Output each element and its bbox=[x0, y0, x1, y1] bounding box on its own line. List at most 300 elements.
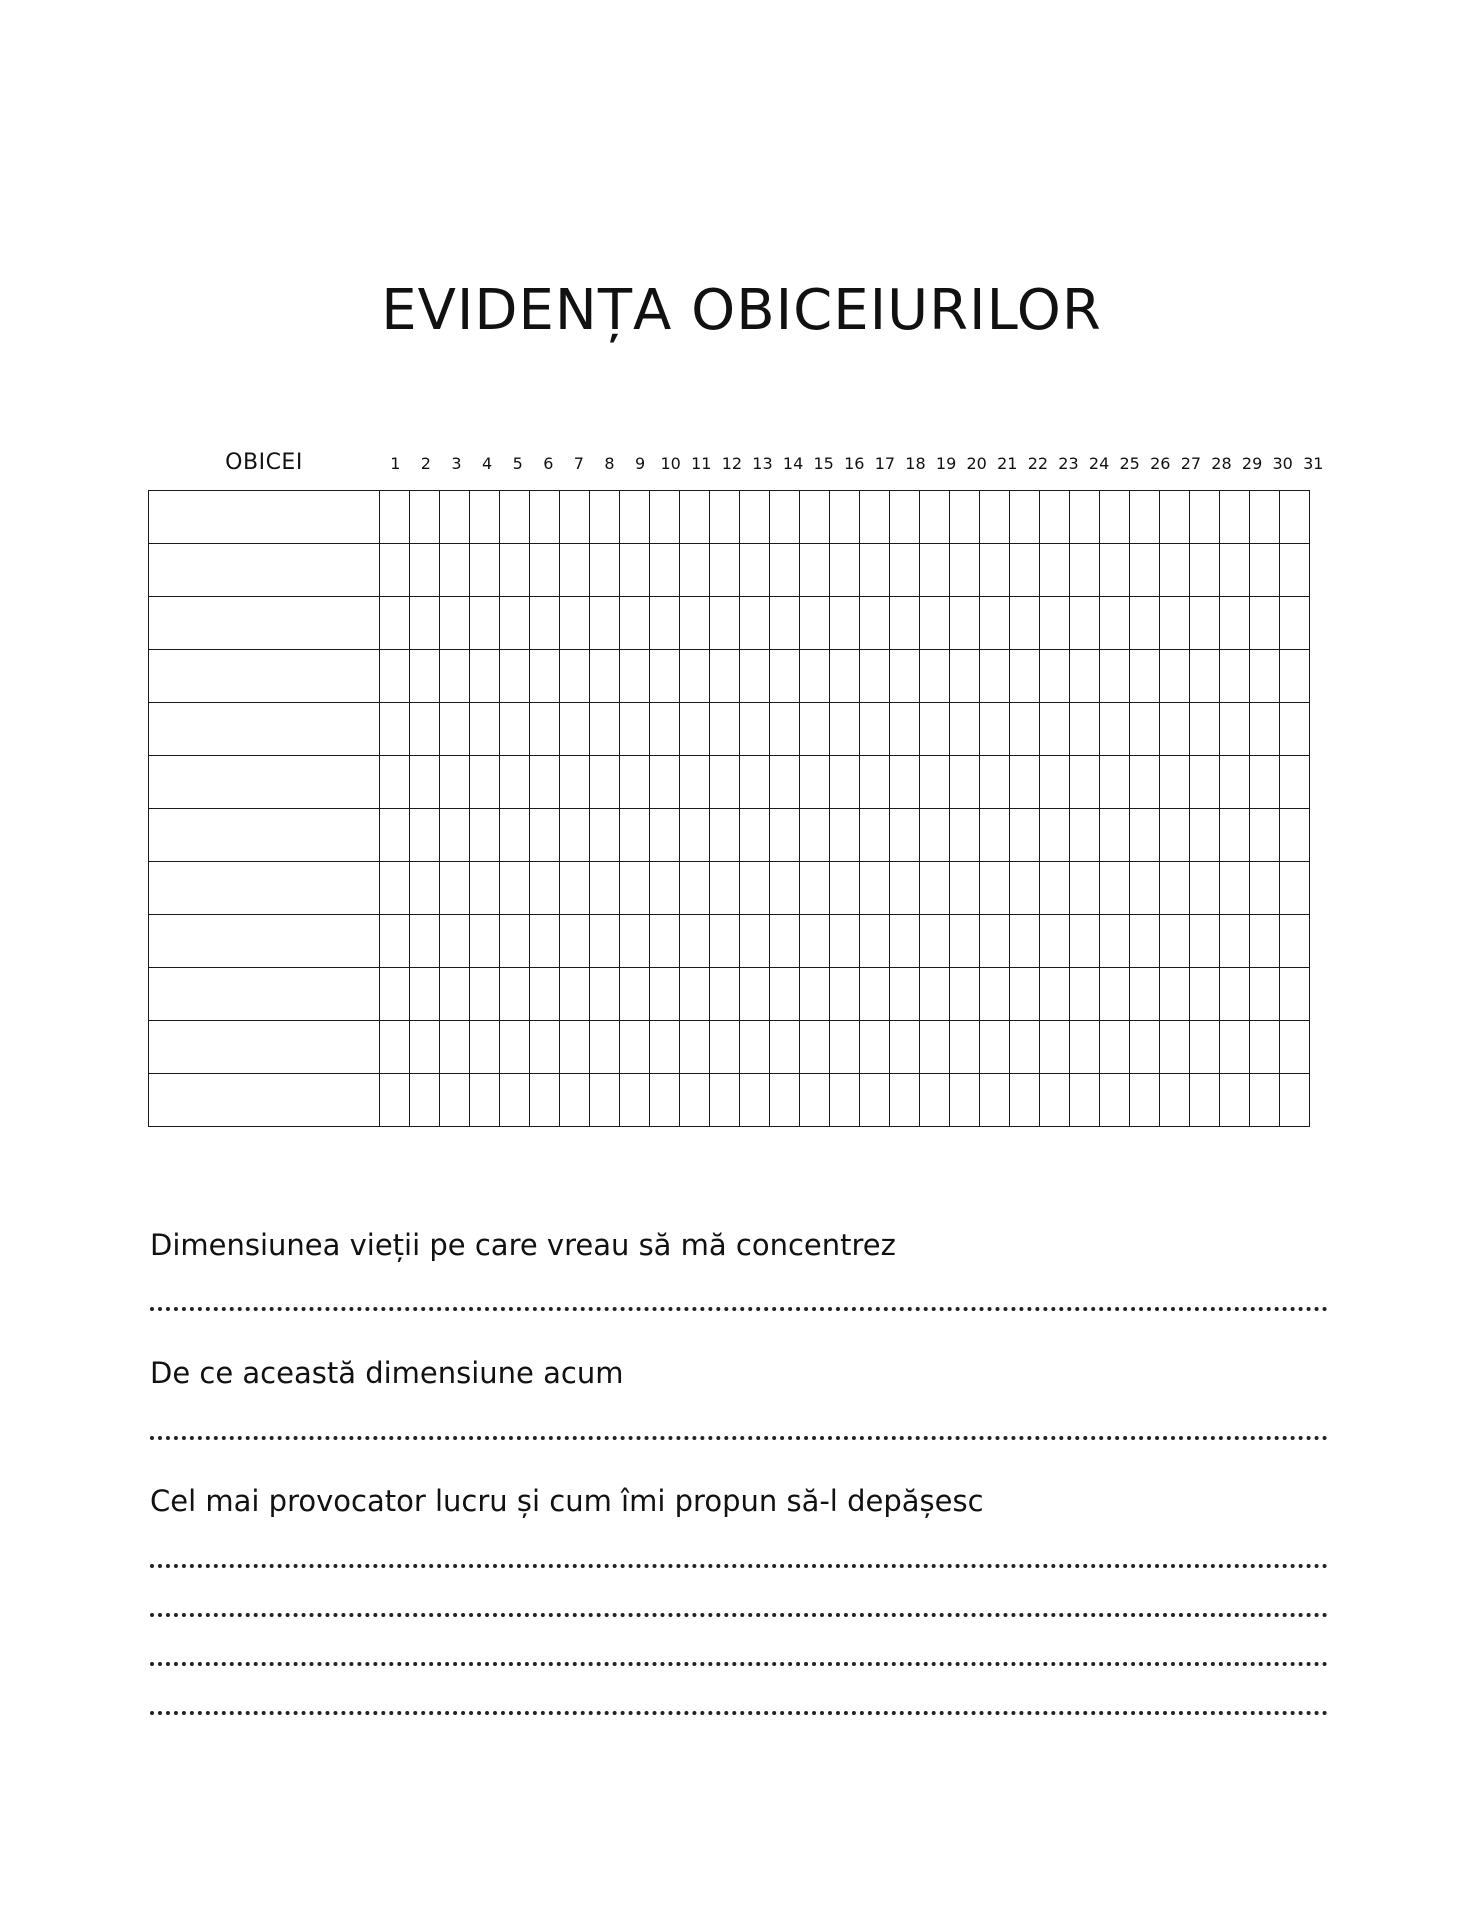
day-checkbox-cell[interactable] bbox=[980, 915, 1010, 968]
day-checkbox-cell[interactable] bbox=[1040, 491, 1070, 544]
day-checkbox-cell[interactable] bbox=[830, 1021, 860, 1074]
day-checkbox-cell[interactable] bbox=[710, 1021, 740, 1074]
day-checkbox-cell[interactable] bbox=[740, 544, 770, 597]
day-checkbox-cell[interactable] bbox=[1130, 862, 1160, 915]
day-checkbox-cell[interactable] bbox=[1280, 968, 1310, 1021]
day-checkbox-cell[interactable] bbox=[1220, 756, 1250, 809]
day-checkbox-cell[interactable] bbox=[1280, 1074, 1310, 1127]
day-checkbox-cell[interactable] bbox=[650, 1074, 680, 1127]
day-checkbox-cell[interactable] bbox=[980, 544, 1010, 597]
day-checkbox-cell[interactable] bbox=[470, 809, 500, 862]
day-checkbox-cell[interactable] bbox=[920, 756, 950, 809]
day-checkbox-cell[interactable] bbox=[500, 491, 530, 544]
day-checkbox-cell[interactable] bbox=[410, 1074, 440, 1127]
answer-line[interactable] bbox=[150, 1436, 1328, 1440]
day-checkbox-cell[interactable] bbox=[380, 544, 410, 597]
day-checkbox-cell[interactable] bbox=[470, 703, 500, 756]
day-checkbox-cell[interactable] bbox=[1070, 703, 1100, 756]
day-checkbox-cell[interactable] bbox=[740, 703, 770, 756]
day-checkbox-cell[interactable] bbox=[1130, 650, 1160, 703]
day-checkbox-cell[interactable] bbox=[800, 650, 830, 703]
day-checkbox-cell[interactable] bbox=[560, 544, 590, 597]
day-checkbox-cell[interactable] bbox=[440, 597, 470, 650]
day-checkbox-cell[interactable] bbox=[1250, 703, 1280, 756]
day-checkbox-cell[interactable] bbox=[470, 968, 500, 1021]
day-checkbox-cell[interactable] bbox=[410, 650, 440, 703]
day-checkbox-cell[interactable] bbox=[890, 544, 920, 597]
day-checkbox-cell[interactable] bbox=[530, 809, 560, 862]
day-checkbox-cell[interactable] bbox=[560, 491, 590, 544]
day-checkbox-cell[interactable] bbox=[710, 968, 740, 1021]
day-checkbox-cell[interactable] bbox=[1160, 544, 1190, 597]
day-checkbox-cell[interactable] bbox=[470, 650, 500, 703]
day-checkbox-cell[interactable] bbox=[920, 491, 950, 544]
day-checkbox-cell[interactable] bbox=[830, 544, 860, 597]
day-checkbox-cell[interactable] bbox=[680, 1021, 710, 1074]
day-checkbox-cell[interactable] bbox=[1220, 544, 1250, 597]
day-checkbox-cell[interactable] bbox=[440, 915, 470, 968]
day-checkbox-cell[interactable] bbox=[1250, 1021, 1280, 1074]
day-checkbox-cell[interactable] bbox=[860, 756, 890, 809]
day-checkbox-cell[interactable] bbox=[500, 650, 530, 703]
day-checkbox-cell[interactable] bbox=[620, 1021, 650, 1074]
day-checkbox-cell[interactable] bbox=[830, 862, 860, 915]
day-checkbox-cell[interactable] bbox=[1250, 597, 1280, 650]
habit-name-cell[interactable] bbox=[149, 756, 380, 809]
day-checkbox-cell[interactable] bbox=[1010, 544, 1040, 597]
day-checkbox-cell[interactable] bbox=[1250, 756, 1280, 809]
day-checkbox-cell[interactable] bbox=[1010, 1021, 1040, 1074]
day-checkbox-cell[interactable] bbox=[770, 703, 800, 756]
day-checkbox-cell[interactable] bbox=[1160, 703, 1190, 756]
habit-name-cell[interactable] bbox=[149, 650, 380, 703]
day-checkbox-cell[interactable] bbox=[950, 491, 980, 544]
day-checkbox-cell[interactable] bbox=[1280, 915, 1310, 968]
day-checkbox-cell[interactable] bbox=[1040, 650, 1070, 703]
day-checkbox-cell[interactable] bbox=[620, 491, 650, 544]
day-checkbox-cell[interactable] bbox=[1250, 650, 1280, 703]
habit-name-cell[interactable] bbox=[149, 703, 380, 756]
day-checkbox-cell[interactable] bbox=[470, 915, 500, 968]
day-checkbox-cell[interactable] bbox=[1250, 491, 1280, 544]
day-checkbox-cell[interactable] bbox=[860, 544, 890, 597]
day-checkbox-cell[interactable] bbox=[500, 1074, 530, 1127]
day-checkbox-cell[interactable] bbox=[440, 809, 470, 862]
day-checkbox-cell[interactable] bbox=[1220, 597, 1250, 650]
day-checkbox-cell[interactable] bbox=[1040, 968, 1070, 1021]
day-checkbox-cell[interactable] bbox=[1130, 544, 1160, 597]
day-checkbox-cell[interactable] bbox=[440, 650, 470, 703]
day-checkbox-cell[interactable] bbox=[470, 1074, 500, 1127]
answer-line[interactable] bbox=[150, 1613, 1328, 1617]
day-checkbox-cell[interactable] bbox=[410, 491, 440, 544]
habit-name-cell[interactable] bbox=[149, 809, 380, 862]
day-checkbox-cell[interactable] bbox=[620, 650, 650, 703]
day-checkbox-cell[interactable] bbox=[830, 968, 860, 1021]
day-checkbox-cell[interactable] bbox=[800, 968, 830, 1021]
day-checkbox-cell[interactable] bbox=[1280, 650, 1310, 703]
day-checkbox-cell[interactable] bbox=[740, 809, 770, 862]
day-checkbox-cell[interactable] bbox=[890, 703, 920, 756]
day-checkbox-cell[interactable] bbox=[860, 809, 890, 862]
day-checkbox-cell[interactable] bbox=[980, 862, 1010, 915]
day-checkbox-cell[interactable] bbox=[770, 650, 800, 703]
day-checkbox-cell[interactable] bbox=[470, 597, 500, 650]
day-checkbox-cell[interactable] bbox=[1220, 968, 1250, 1021]
day-checkbox-cell[interactable] bbox=[800, 756, 830, 809]
day-checkbox-cell[interactable] bbox=[500, 1021, 530, 1074]
day-checkbox-cell[interactable] bbox=[1250, 1074, 1280, 1127]
day-checkbox-cell[interactable] bbox=[470, 1021, 500, 1074]
day-checkbox-cell[interactable] bbox=[1010, 809, 1040, 862]
day-checkbox-cell[interactable] bbox=[1250, 809, 1280, 862]
day-checkbox-cell[interactable] bbox=[1190, 915, 1220, 968]
day-checkbox-cell[interactable] bbox=[830, 1074, 860, 1127]
day-checkbox-cell[interactable] bbox=[560, 597, 590, 650]
day-checkbox-cell[interactable] bbox=[830, 809, 860, 862]
day-checkbox-cell[interactable] bbox=[770, 968, 800, 1021]
day-checkbox-cell[interactable] bbox=[1070, 1074, 1100, 1127]
day-checkbox-cell[interactable] bbox=[410, 597, 440, 650]
day-checkbox-cell[interactable] bbox=[410, 915, 440, 968]
day-checkbox-cell[interactable] bbox=[890, 809, 920, 862]
day-checkbox-cell[interactable] bbox=[1100, 968, 1130, 1021]
day-checkbox-cell[interactable] bbox=[860, 862, 890, 915]
day-checkbox-cell[interactable] bbox=[710, 862, 740, 915]
day-checkbox-cell[interactable] bbox=[1040, 809, 1070, 862]
day-checkbox-cell[interactable] bbox=[710, 650, 740, 703]
day-checkbox-cell[interactable] bbox=[980, 491, 1010, 544]
day-checkbox-cell[interactable] bbox=[800, 544, 830, 597]
day-checkbox-cell[interactable] bbox=[1190, 968, 1220, 1021]
day-checkbox-cell[interactable] bbox=[1040, 862, 1070, 915]
day-checkbox-cell[interactable] bbox=[1280, 703, 1310, 756]
day-checkbox-cell[interactable] bbox=[890, 862, 920, 915]
day-checkbox-cell[interactable] bbox=[650, 544, 680, 597]
day-checkbox-cell[interactable] bbox=[800, 915, 830, 968]
day-checkbox-cell[interactable] bbox=[890, 597, 920, 650]
day-checkbox-cell[interactable] bbox=[680, 597, 710, 650]
day-checkbox-cell[interactable] bbox=[740, 491, 770, 544]
day-checkbox-cell[interactable] bbox=[920, 544, 950, 597]
day-checkbox-cell[interactable] bbox=[860, 650, 890, 703]
day-checkbox-cell[interactable] bbox=[890, 650, 920, 703]
day-checkbox-cell[interactable] bbox=[1220, 862, 1250, 915]
day-checkbox-cell[interactable] bbox=[980, 1021, 1010, 1074]
habit-name-cell[interactable] bbox=[149, 1021, 380, 1074]
day-checkbox-cell[interactable] bbox=[1040, 1021, 1070, 1074]
day-checkbox-cell[interactable] bbox=[1130, 968, 1160, 1021]
day-checkbox-cell[interactable] bbox=[560, 968, 590, 1021]
day-checkbox-cell[interactable] bbox=[1010, 650, 1040, 703]
day-checkbox-cell[interactable] bbox=[380, 756, 410, 809]
habit-name-cell[interactable] bbox=[149, 968, 380, 1021]
day-checkbox-cell[interactable] bbox=[590, 491, 620, 544]
day-checkbox-cell[interactable] bbox=[680, 491, 710, 544]
day-checkbox-cell[interactable] bbox=[890, 1021, 920, 1074]
day-checkbox-cell[interactable] bbox=[740, 1021, 770, 1074]
day-checkbox-cell[interactable] bbox=[920, 862, 950, 915]
day-checkbox-cell[interactable] bbox=[980, 703, 1010, 756]
day-checkbox-cell[interactable] bbox=[920, 597, 950, 650]
day-checkbox-cell[interactable] bbox=[800, 809, 830, 862]
day-checkbox-cell[interactable] bbox=[890, 756, 920, 809]
day-checkbox-cell[interactable] bbox=[410, 809, 440, 862]
day-checkbox-cell[interactable] bbox=[620, 915, 650, 968]
day-checkbox-cell[interactable] bbox=[380, 915, 410, 968]
day-checkbox-cell[interactable] bbox=[920, 1021, 950, 1074]
day-checkbox-cell[interactable] bbox=[740, 915, 770, 968]
day-checkbox-cell[interactable] bbox=[1220, 703, 1250, 756]
day-checkbox-cell[interactable] bbox=[560, 809, 590, 862]
day-checkbox-cell[interactable] bbox=[770, 1074, 800, 1127]
day-checkbox-cell[interactable] bbox=[890, 915, 920, 968]
day-checkbox-cell[interactable] bbox=[1070, 597, 1100, 650]
day-checkbox-cell[interactable] bbox=[1190, 650, 1220, 703]
day-checkbox-cell[interactable] bbox=[830, 915, 860, 968]
day-checkbox-cell[interactable] bbox=[710, 544, 740, 597]
day-checkbox-cell[interactable] bbox=[1160, 809, 1190, 862]
day-checkbox-cell[interactable] bbox=[620, 597, 650, 650]
day-checkbox-cell[interactable] bbox=[680, 862, 710, 915]
day-checkbox-cell[interactable] bbox=[440, 968, 470, 1021]
day-checkbox-cell[interactable] bbox=[1160, 597, 1190, 650]
day-checkbox-cell[interactable] bbox=[1070, 968, 1100, 1021]
day-checkbox-cell[interactable] bbox=[950, 597, 980, 650]
day-checkbox-cell[interactable] bbox=[500, 862, 530, 915]
day-checkbox-cell[interactable] bbox=[980, 968, 1010, 1021]
day-checkbox-cell[interactable] bbox=[830, 756, 860, 809]
day-checkbox-cell[interactable] bbox=[980, 756, 1010, 809]
day-checkbox-cell[interactable] bbox=[440, 1021, 470, 1074]
day-checkbox-cell[interactable] bbox=[530, 1021, 560, 1074]
day-checkbox-cell[interactable] bbox=[440, 756, 470, 809]
day-checkbox-cell[interactable] bbox=[830, 703, 860, 756]
day-checkbox-cell[interactable] bbox=[710, 597, 740, 650]
day-checkbox-cell[interactable] bbox=[710, 491, 740, 544]
day-checkbox-cell[interactable] bbox=[860, 968, 890, 1021]
day-checkbox-cell[interactable] bbox=[1190, 809, 1220, 862]
day-checkbox-cell[interactable] bbox=[650, 491, 680, 544]
day-checkbox-cell[interactable] bbox=[1190, 491, 1220, 544]
day-checkbox-cell[interactable] bbox=[500, 597, 530, 650]
answer-line[interactable] bbox=[150, 1307, 1328, 1311]
day-checkbox-cell[interactable] bbox=[1040, 756, 1070, 809]
day-checkbox-cell[interactable] bbox=[1280, 491, 1310, 544]
day-checkbox-cell[interactable] bbox=[650, 862, 680, 915]
day-checkbox-cell[interactable] bbox=[380, 968, 410, 1021]
day-checkbox-cell[interactable] bbox=[380, 650, 410, 703]
day-checkbox-cell[interactable] bbox=[770, 544, 800, 597]
day-checkbox-cell[interactable] bbox=[590, 915, 620, 968]
day-checkbox-cell[interactable] bbox=[860, 703, 890, 756]
habit-name-cell[interactable] bbox=[149, 915, 380, 968]
day-checkbox-cell[interactable] bbox=[680, 544, 710, 597]
day-checkbox-cell[interactable] bbox=[590, 703, 620, 756]
day-checkbox-cell[interactable] bbox=[620, 544, 650, 597]
day-checkbox-cell[interactable] bbox=[710, 1074, 740, 1127]
day-checkbox-cell[interactable] bbox=[770, 597, 800, 650]
habit-name-cell[interactable] bbox=[149, 544, 380, 597]
day-checkbox-cell[interactable] bbox=[560, 1021, 590, 1074]
habit-name-cell[interactable] bbox=[149, 862, 380, 915]
day-checkbox-cell[interactable] bbox=[650, 597, 680, 650]
day-checkbox-cell[interactable] bbox=[1280, 1021, 1310, 1074]
day-checkbox-cell[interactable] bbox=[620, 756, 650, 809]
day-checkbox-cell[interactable] bbox=[950, 968, 980, 1021]
day-checkbox-cell[interactable] bbox=[380, 862, 410, 915]
day-checkbox-cell[interactable] bbox=[1130, 703, 1160, 756]
day-checkbox-cell[interactable] bbox=[1100, 1074, 1130, 1127]
day-checkbox-cell[interactable] bbox=[560, 1074, 590, 1127]
day-checkbox-cell[interactable] bbox=[1220, 1074, 1250, 1127]
day-checkbox-cell[interactable] bbox=[440, 491, 470, 544]
day-checkbox-cell[interactable] bbox=[1130, 915, 1160, 968]
day-checkbox-cell[interactable] bbox=[470, 756, 500, 809]
day-checkbox-cell[interactable] bbox=[1190, 862, 1220, 915]
day-checkbox-cell[interactable] bbox=[1280, 756, 1310, 809]
day-checkbox-cell[interactable] bbox=[1040, 597, 1070, 650]
day-checkbox-cell[interactable] bbox=[950, 650, 980, 703]
day-checkbox-cell[interactable] bbox=[1100, 650, 1130, 703]
day-checkbox-cell[interactable] bbox=[770, 1021, 800, 1074]
day-checkbox-cell[interactable] bbox=[950, 544, 980, 597]
day-checkbox-cell[interactable] bbox=[1130, 597, 1160, 650]
day-checkbox-cell[interactable] bbox=[530, 703, 560, 756]
day-checkbox-cell[interactable] bbox=[1040, 915, 1070, 968]
day-checkbox-cell[interactable] bbox=[620, 703, 650, 756]
day-checkbox-cell[interactable] bbox=[1100, 1021, 1130, 1074]
day-checkbox-cell[interactable] bbox=[800, 862, 830, 915]
day-checkbox-cell[interactable] bbox=[980, 809, 1010, 862]
day-checkbox-cell[interactable] bbox=[530, 915, 560, 968]
day-checkbox-cell[interactable] bbox=[500, 756, 530, 809]
day-checkbox-cell[interactable] bbox=[680, 756, 710, 809]
day-checkbox-cell[interactable] bbox=[590, 544, 620, 597]
day-checkbox-cell[interactable] bbox=[950, 809, 980, 862]
day-checkbox-cell[interactable] bbox=[530, 544, 560, 597]
day-checkbox-cell[interactable] bbox=[800, 597, 830, 650]
day-checkbox-cell[interactable] bbox=[920, 809, 950, 862]
day-checkbox-cell[interactable] bbox=[500, 809, 530, 862]
day-checkbox-cell[interactable] bbox=[800, 703, 830, 756]
day-checkbox-cell[interactable] bbox=[800, 491, 830, 544]
day-checkbox-cell[interactable] bbox=[530, 1074, 560, 1127]
answer-line[interactable] bbox=[150, 1662, 1328, 1666]
day-checkbox-cell[interactable] bbox=[800, 1074, 830, 1127]
habit-name-cell[interactable] bbox=[149, 1074, 380, 1127]
day-checkbox-cell[interactable] bbox=[950, 756, 980, 809]
day-checkbox-cell[interactable] bbox=[1040, 1074, 1070, 1127]
day-checkbox-cell[interactable] bbox=[1100, 597, 1130, 650]
day-checkbox-cell[interactable] bbox=[950, 1021, 980, 1074]
day-checkbox-cell[interactable] bbox=[1220, 491, 1250, 544]
day-checkbox-cell[interactable] bbox=[740, 1074, 770, 1127]
day-checkbox-cell[interactable] bbox=[1220, 1021, 1250, 1074]
day-checkbox-cell[interactable] bbox=[860, 1074, 890, 1127]
day-checkbox-cell[interactable] bbox=[590, 756, 620, 809]
day-checkbox-cell[interactable] bbox=[1070, 915, 1100, 968]
day-checkbox-cell[interactable] bbox=[560, 756, 590, 809]
day-checkbox-cell[interactable] bbox=[530, 968, 560, 1021]
day-checkbox-cell[interactable] bbox=[620, 968, 650, 1021]
day-checkbox-cell[interactable] bbox=[1280, 544, 1310, 597]
day-checkbox-cell[interactable] bbox=[1160, 491, 1190, 544]
day-checkbox-cell[interactable] bbox=[1100, 862, 1130, 915]
day-checkbox-cell[interactable] bbox=[770, 862, 800, 915]
day-checkbox-cell[interactable] bbox=[1190, 703, 1220, 756]
day-checkbox-cell[interactable] bbox=[470, 862, 500, 915]
day-checkbox-cell[interactable] bbox=[530, 650, 560, 703]
day-checkbox-cell[interactable] bbox=[1250, 968, 1280, 1021]
day-checkbox-cell[interactable] bbox=[770, 491, 800, 544]
day-checkbox-cell[interactable] bbox=[1160, 1021, 1190, 1074]
day-checkbox-cell[interactable] bbox=[860, 1021, 890, 1074]
day-checkbox-cell[interactable] bbox=[980, 1074, 1010, 1127]
day-checkbox-cell[interactable] bbox=[1010, 915, 1040, 968]
day-checkbox-cell[interactable] bbox=[1220, 650, 1250, 703]
day-checkbox-cell[interactable] bbox=[950, 915, 980, 968]
day-checkbox-cell[interactable] bbox=[1190, 756, 1220, 809]
day-checkbox-cell[interactable] bbox=[650, 650, 680, 703]
day-checkbox-cell[interactable] bbox=[410, 862, 440, 915]
day-checkbox-cell[interactable] bbox=[1010, 597, 1040, 650]
day-checkbox-cell[interactable] bbox=[950, 1074, 980, 1127]
day-checkbox-cell[interactable] bbox=[530, 756, 560, 809]
day-checkbox-cell[interactable] bbox=[590, 862, 620, 915]
day-checkbox-cell[interactable] bbox=[1160, 1074, 1190, 1127]
day-checkbox-cell[interactable] bbox=[920, 968, 950, 1021]
day-checkbox-cell[interactable] bbox=[470, 491, 500, 544]
day-checkbox-cell[interactable] bbox=[1160, 915, 1190, 968]
day-checkbox-cell[interactable] bbox=[1070, 544, 1100, 597]
day-checkbox-cell[interactable] bbox=[740, 650, 770, 703]
day-checkbox-cell[interactable] bbox=[1100, 703, 1130, 756]
day-checkbox-cell[interactable] bbox=[590, 650, 620, 703]
day-checkbox-cell[interactable] bbox=[590, 968, 620, 1021]
day-checkbox-cell[interactable] bbox=[1070, 491, 1100, 544]
day-checkbox-cell[interactable] bbox=[1130, 756, 1160, 809]
day-checkbox-cell[interactable] bbox=[440, 544, 470, 597]
day-checkbox-cell[interactable] bbox=[1010, 862, 1040, 915]
day-checkbox-cell[interactable] bbox=[890, 491, 920, 544]
day-checkbox-cell[interactable] bbox=[380, 1021, 410, 1074]
day-checkbox-cell[interactable] bbox=[1100, 915, 1130, 968]
day-checkbox-cell[interactable] bbox=[1010, 756, 1040, 809]
day-checkbox-cell[interactable] bbox=[1070, 756, 1100, 809]
day-checkbox-cell[interactable] bbox=[530, 597, 560, 650]
day-checkbox-cell[interactable] bbox=[1190, 544, 1220, 597]
day-checkbox-cell[interactable] bbox=[620, 809, 650, 862]
day-checkbox-cell[interactable] bbox=[1040, 703, 1070, 756]
day-checkbox-cell[interactable] bbox=[380, 491, 410, 544]
day-checkbox-cell[interactable] bbox=[650, 1021, 680, 1074]
day-checkbox-cell[interactable] bbox=[1220, 809, 1250, 862]
day-checkbox-cell[interactable] bbox=[1280, 597, 1310, 650]
day-checkbox-cell[interactable] bbox=[710, 703, 740, 756]
day-checkbox-cell[interactable] bbox=[1100, 491, 1130, 544]
day-checkbox-cell[interactable] bbox=[1070, 809, 1100, 862]
day-checkbox-cell[interactable] bbox=[1010, 703, 1040, 756]
day-checkbox-cell[interactable] bbox=[1100, 544, 1130, 597]
day-checkbox-cell[interactable] bbox=[560, 862, 590, 915]
day-checkbox-cell[interactable] bbox=[1130, 1074, 1160, 1127]
day-checkbox-cell[interactable] bbox=[410, 968, 440, 1021]
day-checkbox-cell[interactable] bbox=[830, 491, 860, 544]
day-checkbox-cell[interactable] bbox=[1070, 650, 1100, 703]
day-checkbox-cell[interactable] bbox=[1220, 915, 1250, 968]
day-checkbox-cell[interactable] bbox=[1190, 1074, 1220, 1127]
